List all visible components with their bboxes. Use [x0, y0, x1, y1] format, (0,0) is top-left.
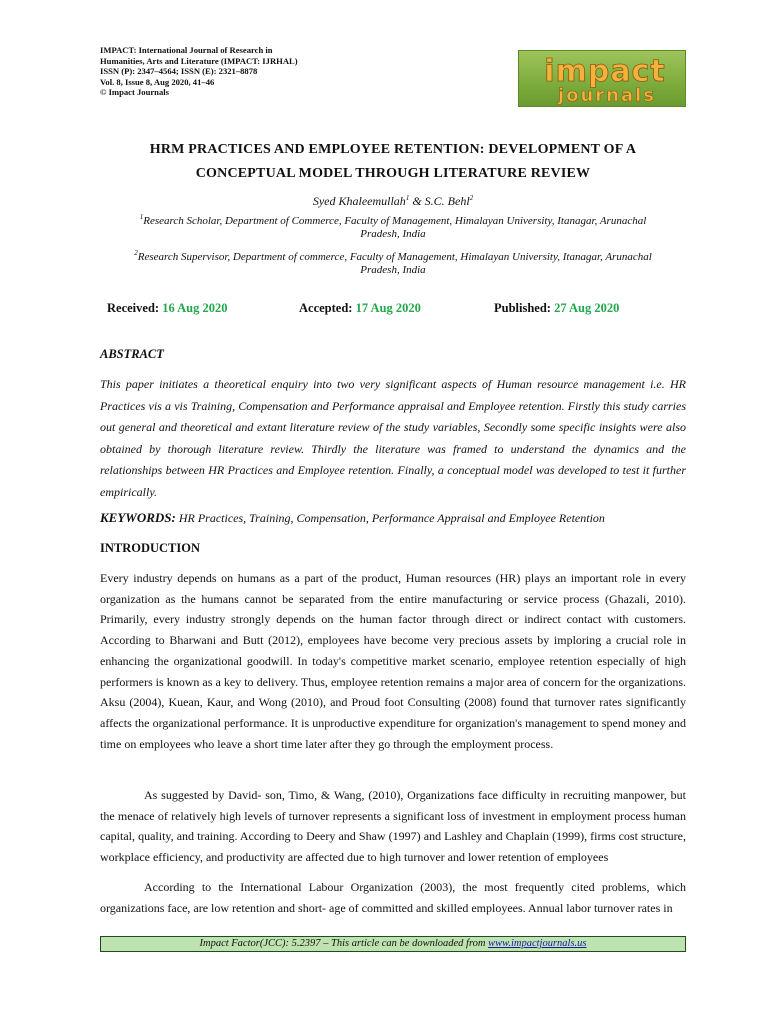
affiliation-text: Research Scholar, Department of Commerce, Faculty of Management, Himalayan University, Itanagar, Arunachal — [143, 215, 647, 227]
keywords-text: HR Practices, Training, Compensation, Performance Appraisal and Employee Retention — [178, 511, 605, 525]
page-footer — [100, 936, 686, 952]
logo-top-text: impact — [544, 54, 666, 89]
received-label: Received: — [107, 301, 160, 315]
journal-info — [100, 45, 360, 98]
affiliation-text: Research Supervisor, Department of commerce, Faculty of Management, Himalayan University, Itanagar, Arunachal — [137, 251, 652, 263]
author-separator: & — [409, 194, 425, 208]
paper-title — [100, 138, 686, 186]
author-name: Syed Khaleemullah — [312, 194, 406, 208]
affiliation — [100, 251, 686, 277]
affiliation — [100, 215, 686, 241]
keywords-label: KEYWORDS: — [100, 510, 176, 525]
footer-link[interactable]: www.impactjournals.us — [488, 938, 587, 949]
body-paragraph: As suggested by David- son, Timo, & Wang, (2010), Organizations face difficulty in recruiting manpower, but the menace of relatively high levels of turnover represents a significant loss of investment in employment process human capital, quality, and training. According to Deery and Shaw (1997) and Lashley and Chaplain (1999), firms cost structure, workplace efficiency, and productivity are affected due to high turnover and lower retention of employees — [100, 788, 686, 865]
published-label: Published: — [494, 301, 551, 315]
affiliation-text: Pradesh, India — [360, 228, 426, 240]
introduction-heading: INTRODUCTION — [100, 541, 201, 555]
author-affil-marker: 1 — [405, 194, 410, 202]
accepted-date — [299, 301, 421, 316]
affiliation-marker: 2 — [134, 249, 138, 257]
keywords — [100, 510, 686, 526]
authors — [100, 194, 686, 209]
footer-text: Impact Factor(JCC): 5.2397 – This article can be downloaded from — [199, 938, 489, 949]
abstract-text: This paper initiates a theoretical enquiry into two very significant aspects of Human resource management i.e. HR Practices vis a vis Training, Compensation and Performance appraisal and Employee retention. Firstly this study carries out general and theoretical and extant literature review of the study variables, Secondly some specific insights were also obtained by thorough literature review. Thirdly the literature was framed to understand the dynamics and the relationships between HR Practices and Employee retention. Finally, a conceptual model was developed to test it further empirically. — [100, 377, 686, 499]
journal-volume: Vol. 8, Issue 8, Aug 2020, 41–46 — [100, 76, 215, 87]
body-paragraph: Every industry depends on humans as a part of the product, Human resources (HR) plays an important role in every organization as the humans cannot be separated from the entire manufacturing or service process (Ghazali, 2010). Primarily, every industry strongly depends on the human factor through direct or indirect contact with customers. According to Bharwani and Butt (2012), employees have become very precious assets by imploring a crucial role in enhancing the organizational goodwill. In today's competitive market scenario, employee retention especially of high performers is known as a key to delivery. Thus, employee retention remains a major area of concern for the organizations. Aksu (2004), Kuean, Kaur, and Wong (2010), and Proud foot Consulting (2008) found that turnover rates significantly affects the organizational performance. It is unproductive expenditure for organization's management to spend money and time on employees who leave a short time later after they go through the employment process. — [100, 571, 686, 751]
published-date — [494, 301, 619, 316]
affiliation-marker: 1 — [139, 213, 144, 221]
paper-title-line1: HRM PRACTICES AND EMPLOYEE RETENTION: DEVELOPMENT OF A — [149, 142, 637, 157]
received-date — [107, 301, 227, 316]
accepted-label: Accepted: — [299, 301, 353, 315]
body-paragraph: According to the International Labour Organization (2003), the most frequently cited problems, which organizations face, are low retention and short- age of committed and skilled employees. Annual labor turnover rates in — [100, 880, 686, 915]
paper-title-line2: CONCEPTUAL MODEL THROUGH LITERATURE REVIEW — [195, 166, 591, 181]
abstract-heading: ABSTRACT — [100, 347, 164, 361]
journal-name-line1: IMPACT: International Journal of Research in — [100, 45, 273, 55]
published-value: 27 Aug 2020 — [554, 301, 620, 315]
accepted-value: 17 Aug 2020 — [355, 301, 421, 315]
logo-bottom-text: journals — [557, 85, 657, 106]
author-affil-marker: 2 — [469, 194, 474, 202]
impact-journals-logo — [518, 50, 686, 107]
journal-copyright: © Impact Journals — [100, 87, 169, 98]
affiliation-text: Pradesh, India — [360, 264, 426, 276]
author-name: S.C. Behl — [424, 194, 470, 208]
received-value: 16 Aug 2020 — [162, 301, 228, 315]
journal-name-line2: Humanities, Arts and Literature (IMPACT: IJRHAL) — [100, 55, 298, 66]
journal-issn: ISSN (P): 2347–4564; ISSN (E): 2321–8878 — [100, 66, 258, 77]
